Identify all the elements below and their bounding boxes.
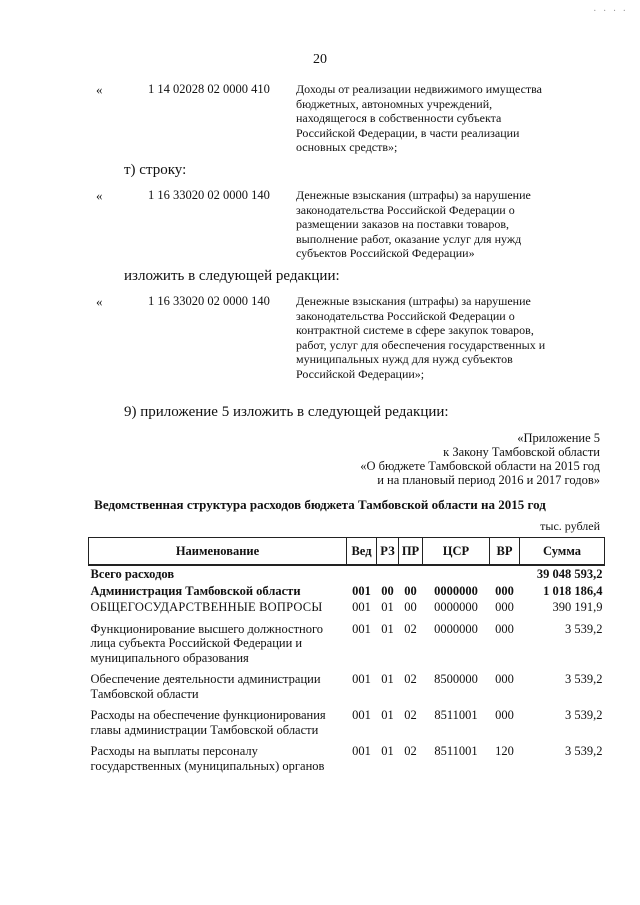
table-title: Ведомственная структура расходов бюджета Тамбовской области на 2015 год (94, 497, 546, 512)
row-csr: 8511001 (434, 744, 478, 758)
table-row (89, 583, 605, 600)
table-row (89, 621, 605, 672)
row-ved (347, 565, 377, 583)
row-sum: 3 539,2 (565, 672, 603, 686)
table-row (89, 599, 605, 621)
row-ved: 001 (352, 672, 371, 686)
row-rz: 01 (381, 744, 394, 758)
row-ved: 001 (352, 600, 371, 614)
header-rz: РЗ (377, 538, 399, 566)
row-ved: 001 (352, 583, 371, 598)
code-description (296, 82, 596, 155)
row-rz: 01 (381, 708, 394, 722)
header-csr: ЦСР (423, 538, 490, 566)
row-rz: 01 (381, 600, 394, 614)
row-vr (490, 565, 520, 583)
row-vr: 120 (495, 744, 514, 758)
desc-line: Российской Федерации, в части реализации (296, 125, 520, 140)
row-rz (377, 565, 399, 583)
row-sum: 390 191,9 (552, 600, 603, 614)
units-label: тыс. рублей (540, 519, 600, 533)
appendix-line: к Закону Тамбовской области (443, 445, 600, 459)
row-ved: 001 (352, 744, 371, 758)
appendix-line: «О бюджете Тамбовской области на 2015 год (360, 459, 600, 473)
line-edit: изложить в следующей редакции: (124, 268, 340, 284)
appendix-reference (270, 431, 600, 487)
row-csr: 0000000 (434, 621, 478, 636)
desc-line: субъектов Российской Федерации» (296, 246, 475, 260)
row-rz: 01 (381, 621, 394, 636)
row-pr (399, 565, 423, 583)
row-ved: 001 (352, 621, 371, 636)
row-sum: 3 539,2 (565, 621, 603, 636)
line-appendix-5: 9) приложение 5 изложить в следующей редакции: (124, 404, 449, 420)
desc-line: законодательства Российской Федерации о (296, 202, 515, 217)
row-csr: 8511001 (434, 708, 478, 722)
desc-line: Денежные взыскания (штрафы) за нарушение (296, 294, 531, 308)
table-row (89, 671, 605, 707)
row-vr: 000 (495, 600, 514, 614)
desc-line: контрактной системе в сфере закупок товаров, (296, 323, 534, 337)
header-sum: Сумма (520, 538, 605, 566)
header-name: Наименование (89, 538, 347, 566)
desc-line: находящегося в собственности субъекта (296, 111, 502, 125)
row-name: Администрация Тамбовской области (90, 583, 301, 598)
row-pr: 00 (404, 583, 417, 598)
table-row (89, 743, 605, 774)
row-vr: 000 (495, 708, 514, 722)
row-rz: 01 (381, 672, 394, 686)
row-pr: 02 (404, 744, 417, 758)
row-ved: 001 (352, 708, 371, 722)
row-name: Обеспечение деятельности администрации Тамбовской области (90, 672, 321, 701)
row-sum: 3 539,2 (565, 708, 603, 722)
desc-line: работ, услуг для обеспечения государственных и (296, 337, 546, 352)
desc-line: основных средств»; (296, 140, 398, 154)
expenditure-table (88, 537, 605, 774)
row-name: Всего расходов (90, 567, 175, 581)
row-vr: 000 (495, 672, 514, 686)
budget-code: 1 16 33020 02 0000 140 (148, 188, 270, 202)
scan-artifact: · · · · (593, 6, 628, 17)
table-row (89, 707, 605, 743)
row-vr: 000 (495, 621, 514, 636)
row-csr: 0000000 (434, 583, 478, 598)
appendix-line: «Приложение 5 (517, 431, 600, 445)
row-vr: 000 (495, 583, 514, 598)
header-ved: Вед (347, 538, 377, 566)
budget-code: 1 16 33020 02 0000 140 (148, 294, 270, 308)
desc-line: законодательства Российской Федерации о (296, 308, 515, 323)
table-row (89, 565, 605, 583)
desc-line: выполнение работ, оказание услуг для нужд (296, 231, 522, 246)
open-quote: « (96, 82, 103, 97)
row-pr: 02 (404, 621, 417, 636)
row-pr: 02 (404, 672, 417, 686)
row-sum: 39 048 593,2 (536, 567, 603, 581)
budget-code: 1 14 02028 02 0000 410 (148, 82, 270, 96)
header-vr: ВР (490, 538, 520, 566)
row-name: Расходы на обеспечение функционирования главы администрации Тамбовской области (90, 708, 326, 737)
row-sum: 1 018 186,4 (543, 583, 603, 598)
row-pr: 00 (404, 600, 417, 614)
row-csr (423, 565, 490, 583)
row-sum: 3 539,2 (565, 744, 603, 758)
appendix-line: и на плановый период 2016 и 2017 годов» (377, 473, 600, 487)
open-quote: « (96, 188, 103, 203)
line-t-stroku: т) строку: (124, 162, 187, 178)
row-name: Функционирование высшего должностного лица субъекта Российской Федерации и муниципального образования (90, 621, 324, 665)
row-pr: 02 (404, 708, 417, 722)
desc-line: муниципальных нужд для нужд субъектов (296, 352, 513, 366)
row-name: ОБЩЕГОСУДАРСТВЕННЫЕ ВОПРОСЫ (90, 600, 323, 614)
code-description (296, 294, 606, 381)
code-description (296, 188, 596, 261)
row-rz: 00 (381, 583, 394, 598)
row-name: Расходы на выплаты персоналу государственных (муниципальных) органов (90, 744, 325, 773)
table-header-row (89, 538, 605, 566)
row-csr: 8500000 (434, 672, 478, 686)
open-quote: « (96, 294, 103, 309)
desc-line: Денежные взыскания (штрафы) за нарушение (296, 188, 531, 202)
desc-line: бюджетных, автономных учреждений, (296, 96, 493, 111)
desc-line: Доходы от реализации недвижимого имущества (296, 82, 542, 96)
header-pr: ПР (399, 538, 423, 566)
page-number: 20 (313, 52, 327, 67)
desc-line: размещении заказов на поставки товаров, (296, 217, 510, 231)
desc-line: Российской Федерации»; (296, 366, 425, 381)
row-csr: 0000000 (434, 600, 478, 614)
